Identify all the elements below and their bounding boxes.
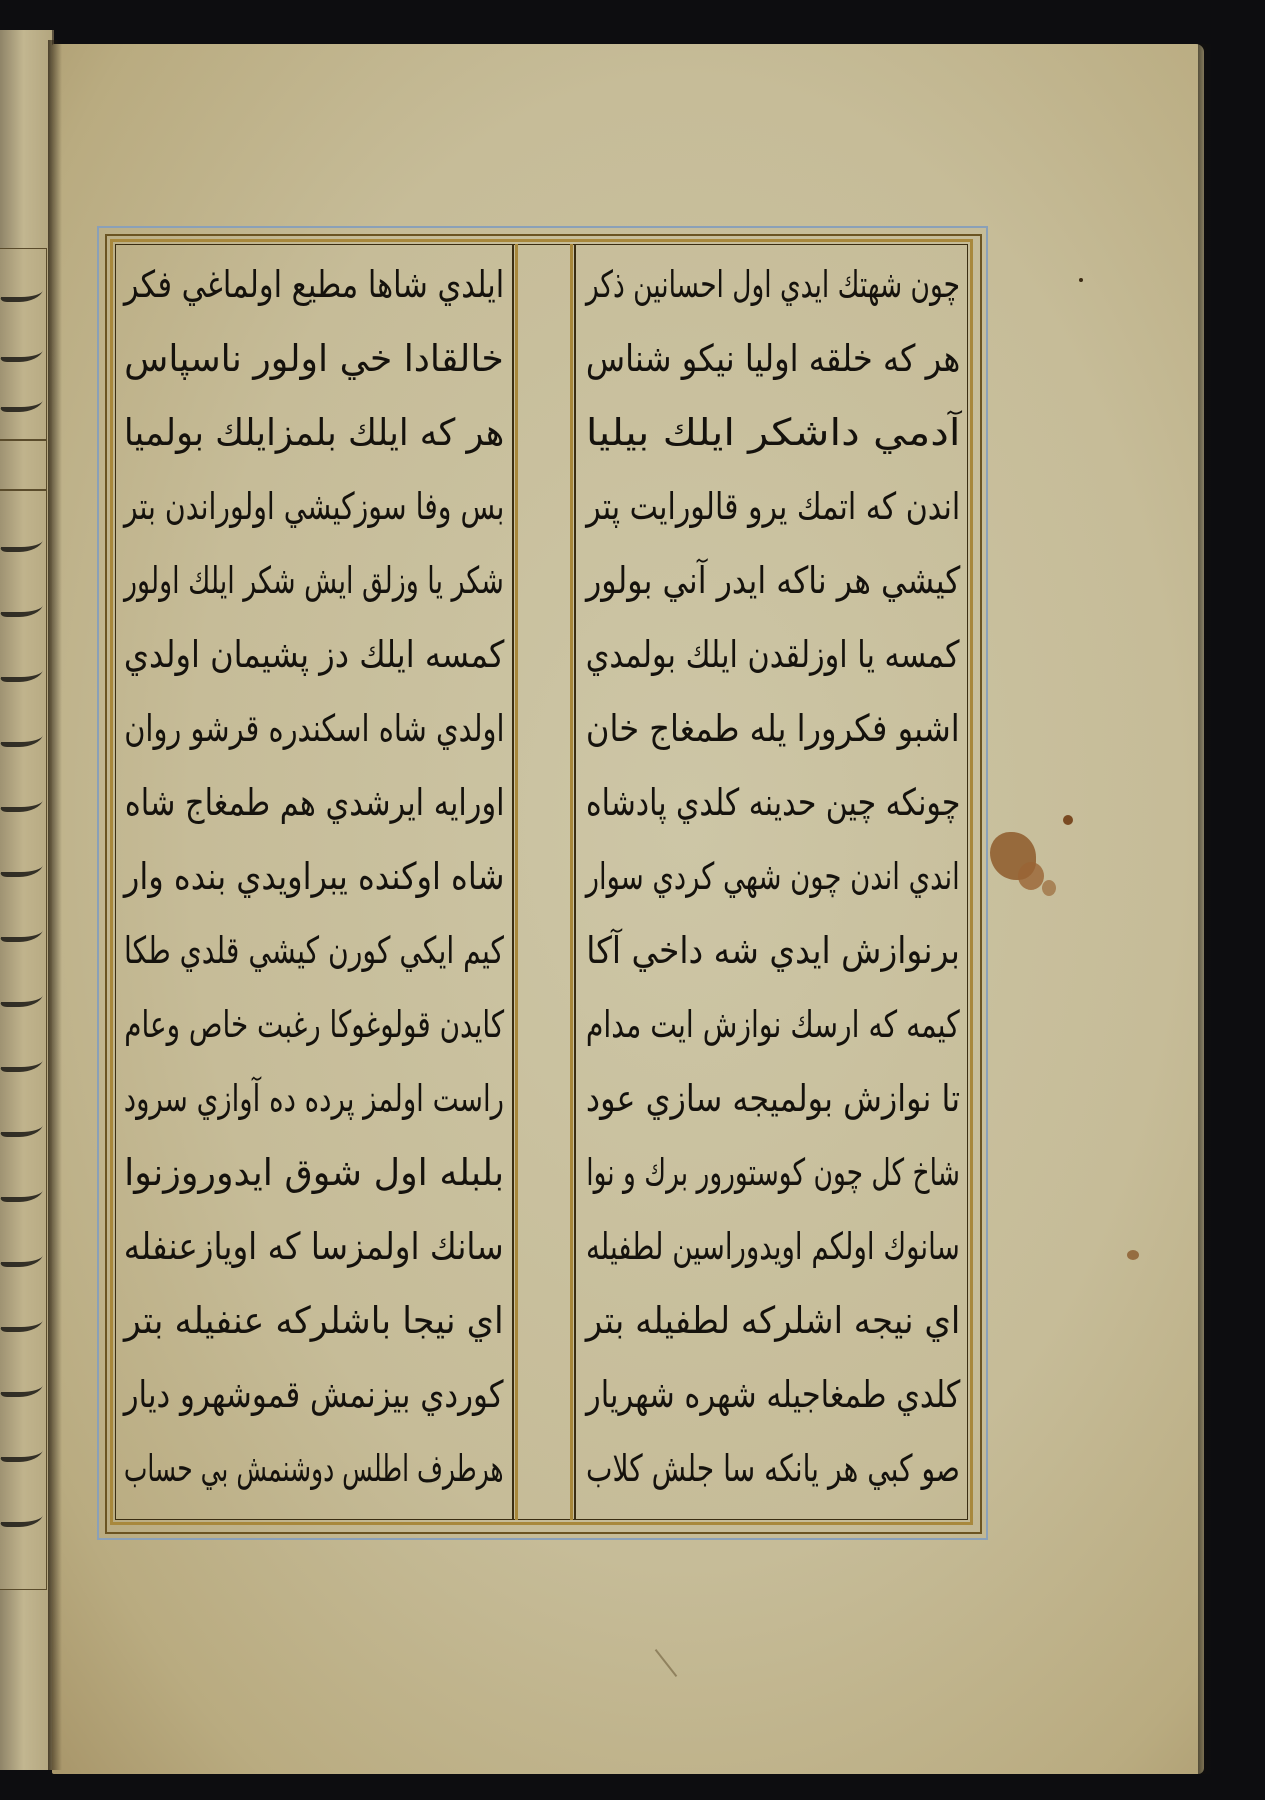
- verse-column-right: [580, 252, 966, 1517]
- facing-page-script: [0, 1374, 47, 1397]
- facing-page-script: [0, 1049, 47, 1072]
- verse-line: اي نيجه اشلركه لطفيله بتر: [585, 1299, 960, 1342]
- facing-page-script: [0, 789, 47, 812]
- ink-stain: [1018, 862, 1044, 890]
- page-edge-shadow: [1198, 44, 1212, 1774]
- facing-page-script: [0, 529, 47, 552]
- verse-line: اورايه ايرشدي هم طمغاج شاه: [124, 781, 504, 824]
- verse-line: چون شهتك ایدي اول احسانين ذكر: [585, 263, 960, 306]
- verse-line: شاخ كل چون كوستورور برك و نوا: [586, 1151, 960, 1194]
- facing-page-script: [0, 389, 47, 412]
- verse-line: كيمه كه ارسك نوازش ايت مدام: [586, 1003, 960, 1046]
- verse-line: چونكه چين حدينه كلدي پادشاه: [585, 781, 960, 824]
- verse-line: كيشي هر ناكه ايدر آني بولور: [585, 559, 960, 602]
- verse-line: سانك اولمزسا كه اويازعنفله: [124, 1225, 504, 1268]
- verse-line: بلبله اول شوق ايدوروزنوا: [124, 1151, 504, 1194]
- verse-line: هر كه خلقه اوليا نيكو شناس: [585, 337, 960, 380]
- verse-line: كايدن قولوغوكا رغبت خاص وعام: [124, 1003, 504, 1046]
- ink-stain: [1063, 815, 1073, 825]
- facing-page-script: [0, 1244, 47, 1267]
- facing-page-edge: [0, 30, 54, 1770]
- verse-line: كلدي طمغاجيله شهره شهريار: [585, 1373, 960, 1416]
- column-divider-rule: [574, 244, 576, 1520]
- verse-line: ايلدي شاها مطيع اولماغي فكر: [123, 263, 504, 306]
- verse-line: سانوك اولكم اويدوراسين لطفيله: [586, 1225, 960, 1268]
- verse-line: راست اولمز پرده ده آوازي سرود: [123, 1077, 504, 1120]
- spine-shadow: [48, 40, 62, 1770]
- verse-line: بس وفا سوزكيشي اولوراندن بتر: [123, 485, 504, 528]
- verse-line: هرطرف اطلس دوشنمش بي حساب: [124, 1447, 504, 1490]
- verse-line: اشبو فكرورا يله طمغاج خان: [586, 707, 960, 750]
- verse-line: شكر يا وزلق ايش شكر ايلك اولور: [124, 559, 504, 602]
- verse-line: كمسه يا اوزلقدن ايلك بولمدي: [586, 633, 960, 676]
- verse-line: اولدي شاه اسكندره قرشو روان: [123, 707, 504, 750]
- facing-page-rule: [0, 489, 46, 491]
- ink-stain: [1042, 880, 1056, 896]
- facing-page-script: [0, 854, 47, 877]
- facing-page-script: [0, 1114, 47, 1137]
- facing-page-text-panel: [0, 248, 47, 1590]
- verse-line: اندي اندن چون شهي كردي سوار: [585, 855, 960, 898]
- column-divider-gold: [515, 244, 573, 1520]
- verse-column-left: [118, 252, 510, 1517]
- verse-line: كمسه ايلك دز پشيمان اولدي: [123, 633, 504, 676]
- facing-page-script: [0, 724, 47, 747]
- verse-line: كيم ايكي كورن كيشي قلدي طكا: [124, 929, 504, 972]
- verse-line: تا نوازش بولميجه سازي عود: [585, 1077, 960, 1120]
- facing-page-script: [0, 659, 47, 682]
- facing-page-rule: [0, 439, 46, 441]
- facing-page-script: [0, 279, 47, 302]
- facing-page-script: [0, 984, 47, 1007]
- facing-page-script: [0, 1439, 47, 1462]
- verse-line: اي نيجا باشلركه عنفيله بتر: [124, 1299, 504, 1342]
- verse-line: آدمي داشكر ايلك بيليا: [585, 411, 960, 454]
- ink-stain: [1127, 1250, 1139, 1260]
- facing-page-script: [0, 1179, 47, 1202]
- facing-page-script: [0, 919, 47, 942]
- facing-page-script: [0, 594, 47, 617]
- verse-line: برنوازش ايدي شه داخي آكا: [586, 929, 960, 972]
- verse-line: خالقادا خي اولور ناسپاس: [124, 337, 504, 380]
- verse-line: اندن كه اتمك يرو قالورايت پتر: [585, 485, 960, 528]
- verse-line: صو كبي هر يانكه سا جلش كلاب: [586, 1447, 960, 1490]
- facing-page-script: [0, 1504, 47, 1527]
- verse-line: شاه اوكنده يبراويدي بنده وار: [123, 855, 504, 898]
- column-divider-rule: [512, 244, 514, 1520]
- verse-line: كوردي بيزنمش قموشهرو ديار: [124, 1373, 504, 1416]
- facing-page-script: [0, 339, 47, 362]
- facing-page-script: [0, 1309, 47, 1332]
- verse-line: هر كه ايلك بلمزايلك بولميا: [123, 411, 504, 454]
- ink-stain: [1079, 278, 1083, 282]
